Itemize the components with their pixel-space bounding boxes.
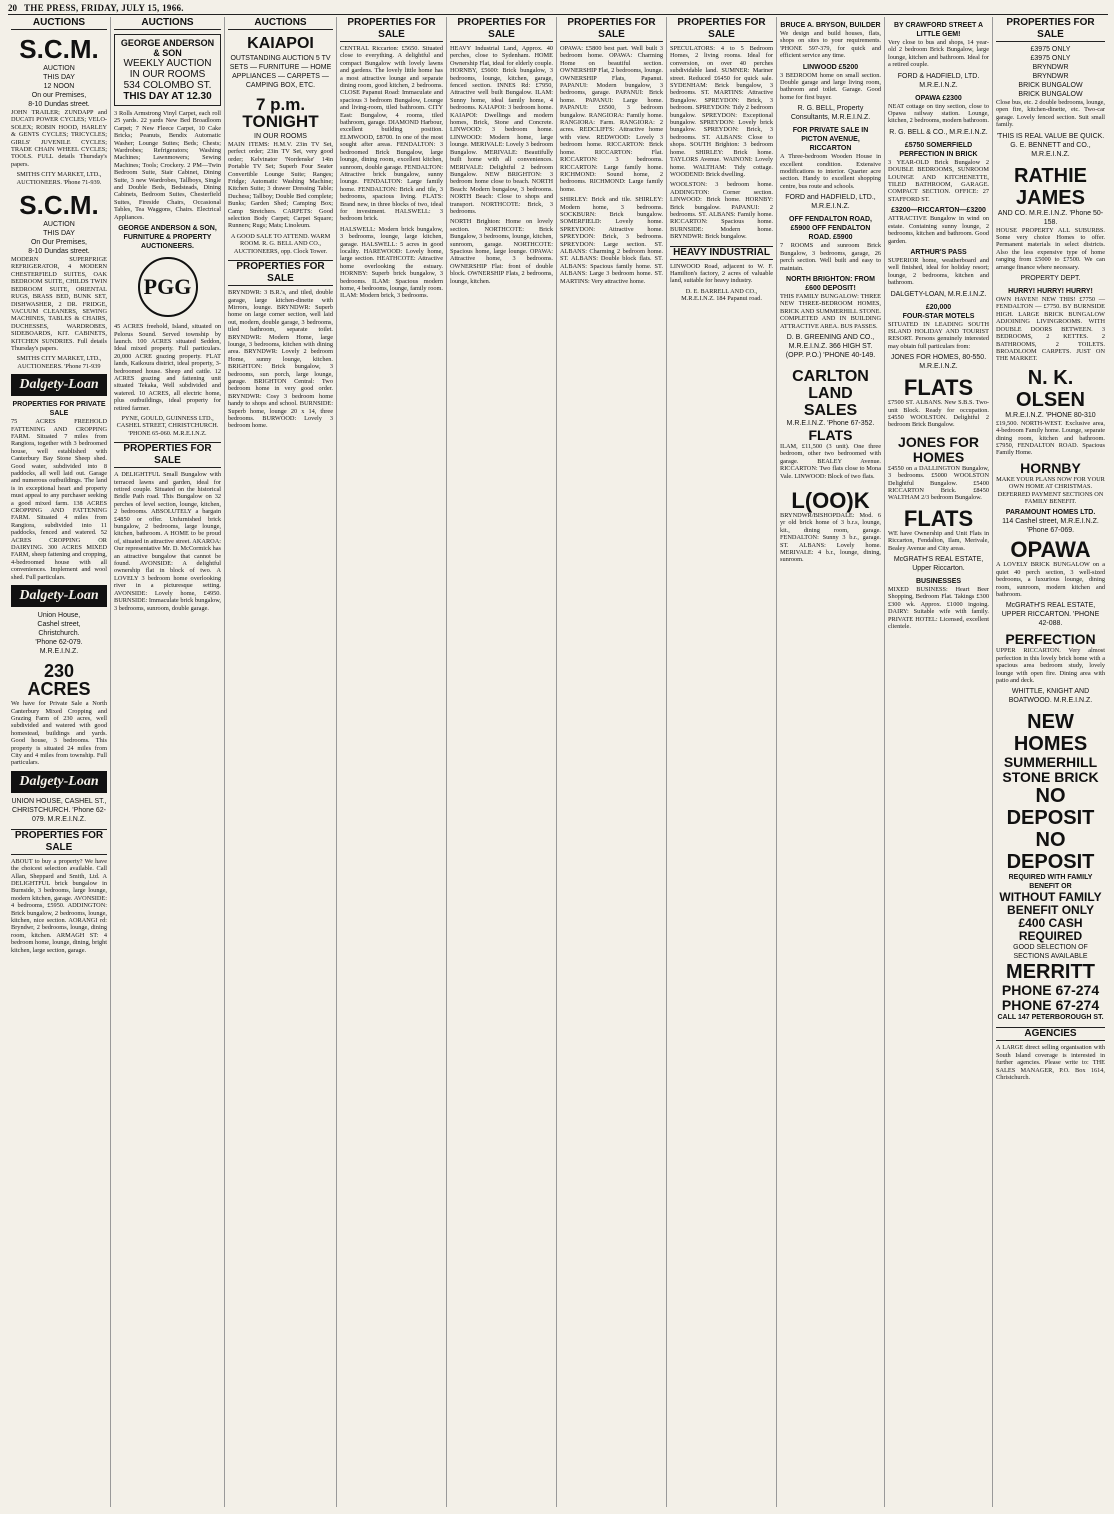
flats-listing: ILAM, £11,500 (3 unit). One three bedroom, other two bedroomed with garage. BEALEY Avenue. RICCARTON: Two flats close to Mona Vale. LINWOOD: Block of two flats. — [780, 442, 881, 480]
column-heading: PROPERTIES FOR SALE — [996, 17, 1105, 42]
listing-heading: OPAWA £2300 — [915, 94, 962, 102]
section-heading: PROPERTIES FOR SALE — [228, 260, 333, 286]
property-listing: £4550 on a DALLINGTON Bungalow, 3 bedrooms. £5000 WOOLSTON Delightful Bungalow. £5400 RICCARTON Brick. £8450 WALTHAM 2/3 bedroom Bungalow. — [888, 464, 989, 502]
phone-line: PHONE 67-274 — [1001, 982, 1100, 999]
auction-listing: MODERN SUPERFRIGE REFRIGERATOR, 4 MODERN CHESTERFIELD SUITES, OAK BEDROOM SUITE, CHILDS TWIN BEDROOM SUITE, ORIENTAL RUGS, BRASS BED, BUNK SET, DISHWASHER, 2 DR. FRIDGE, VACUUM CLEANERS, SEWING MACHINES, TABLES & CHAIRS, DUCHESSES, WARDROBES, SIDEBOARDS, KIT. CABINETS, KITCHEN SUNDRIES. Full details Thursday's papers. — [11, 256, 107, 352]
listing-heading: LINWOOD £5200 — [802, 63, 859, 71]
property-listing: A Three-bedroom Wooden House in excellent condition. Extensive modifications to interior. Quarter acre section. Handy to excellent shopping centre, bus route and schools. — [780, 153, 881, 190]
agent-credit: 114 Cashel street, M.R.E.I.N.Z. 'Phone 67-069. — [1002, 518, 1099, 535]
auctioneer-credit: SMITHS CITY MARKET, LTD., AUCTIONEERS. 'Phone 71-939 — [16, 355, 102, 370]
scm-line: 12 NOON — [43, 83, 75, 90]
agent-name: PARAMOUNT HOMES LTD. — [1005, 509, 1096, 517]
scm-line: On Our Premises, — [30, 239, 87, 247]
address-line: 'Phone 62-079. — [35, 639, 83, 647]
price-line: BRICK BUNGALOW — [1018, 82, 1083, 89]
perfection-heading: PERFECTION — [1005, 631, 1096, 648]
auctioneer-credit: SMITHS CITY MARKET, LTD., AUCTIONEERS. 'Phone 71-939. — [16, 171, 102, 186]
listing-heading: ARTHUR'S PASS — [910, 248, 967, 256]
builder-listing: We design and build houses, flats, shops on sites to your requirements. 'PHONE 597-379, for quick and efficient service any time. — [780, 30, 881, 60]
property-listing: ABOUT to buy a property? We have the choicest selection available. Call Allan, Sheppard and Smith, Ltd. A DELIGHTFUL brick bungalow in Burnside, 3 bedrooms, large lounge, modern kitchen, garage. AVONSIDE: 4 bedrooms, £5950. ADDINGTON: Brick bungalow, 2 bedrooms, lounge, kitchen, nice section. AORANGI rd: Bryndwr, 2 bedrooms, lounge, dining room, kitchen. ARMAGH ST: 4 bedroom home, lounge, dining, bright kitchen, large section, garage. — [11, 857, 107, 954]
scm-line: 8-10 Dundas street. — [28, 248, 90, 256]
dept-line: PROPERTY DEPT. — [1020, 275, 1081, 283]
agent-credit: JONES FOR HOMES, 80-550. M.R.E.I.N.Z. — [890, 354, 987, 371]
flats-heading: FLATS — [808, 426, 853, 443]
listing-heading: NORTH BRIGHTON: FROM £600 DEPOSIT! — [786, 275, 875, 292]
property-listing: 3 YEAR-OLD Brick Bungalow 2 DOUBLE BEDROOMS, SUNROOM LOUNGE AND KITCHENETTE, TILED BATHROOM, GARAGE. COMPACT SECTION. OFFICE: 27 STAFFORD ST. — [888, 158, 989, 203]
scm-line: On our Premises, — [31, 92, 87, 99]
property-listing: THIS FAMILY BUNGALOW: THREE NEW THREE-BEDROOM HOMES, BRICK AND SUMMERHILL STONE. COMPLETED AND IN BUILDING ATTRACTIVE AREA. BUS PASSES. — [780, 292, 881, 330]
section-heading: PROPERTIES FOR SALE — [11, 829, 107, 855]
address-line: UNION HOUSE, CASHEL ST., CHRISTCHURCH. 'Phone 62-079. M.R.E.I.N.Z. — [11, 797, 107, 823]
masthead — [8, 2, 1108, 15]
column-heading: PROPERTIES FOR SALE — [670, 17, 773, 42]
olsen-sub: M.R.E.I.N.Z. 'PHONE 80-310 — [1005, 411, 1096, 419]
listing-heading: OFF FENDALTON ROAD, £5900 OFF FENDALTON ROAD. £5900 — [789, 216, 872, 242]
column-1 — [8, 17, 111, 1507]
masthead-title: THE PRESS, FRIDAY, JULY 15, 1966. — [24, 3, 184, 13]
agencies-listing: A LARGE direct selling organisation with South Island coverage is interested in further agencies. Please write to: THE SALES MANAGER, P.O. Box 1614, Christchurch. — [996, 1044, 1105, 1082]
farm-listing: 75 ACRES FREEHOLD FATTENING AND CROPPING FARM. Situated 7 miles from Rangiora, together with 3 bedroomed house, well established with Canterbury Bay Stone Sheep shed. Good water, subdivided into 8 paddocks, all well laid out. Garage and numerous outbuildings. The land is in exceptional heart and property must appeal to any purchaser seeking a good mixed farm. 138 ACRES CROPPING AND FATTENING FARM. Situated 4 miles from Rangiora, subdivided into 11 paddocks, fenced and watered. 52 ACRES CROPPING OR DAIRYING. 300 ACRES MIXED FARM, sheep fattening and cropping, 4-bedroomed house with all conveniences. Implement and wool shed. Full particulars. — [11, 418, 107, 581]
nodeposit-line: NO DEPOSIT — [1006, 829, 1095, 874]
property-listing: BRYNDWR/BISHOPDALE: Mod. 6 yr old brick home of 3 b.r.s, lounge, kit., dining room, garage. FENDALTON: Sunny 3 b.r., garage. ST. ALBANS: Lovely home. MERIVALE: 4 b.r., lounge, dining, sunroom. — [780, 511, 881, 564]
column-heading: AUCTIONS — [228, 17, 333, 30]
auction-line: THIS DAY AT 12.30 — [123, 91, 212, 102]
property-listing: SHIRLEY: Brick and tile. SHIRLEY: Modern home, 3 bedrooms. SOCKBURN: Brick bungalow. SOMERFIELD: Lovely home. SPREYDON: Attractive home. SPREYDON: Brick, 3 bedrooms. SPREYDON: Large section. ST. ALBANS: Charming 2 bedroom home. ST. ALBANS: Double block flats. ST. ALBANS: Spacious family home. ST. ALBANS: Large 3 bedroom home. ST. MARTINS: Very attractive home. — [560, 196, 663, 285]
column-heading: AUCTIONS — [11, 17, 107, 30]
listing-heading: FOUR-STAR MOTELS — [902, 312, 975, 320]
property-listing: CENTRAL Riccarton: £5650. Situated close to everything. A delightful and compact Bungalow with lovely lawns and gardens. The lovely little home has a most attractive lounge and separate dining room, good kitchen, 2 bedrooms. CLOSE Papanui Road: Immaculate and spacious 3 bedroom Bungalow, Lounge and living-room, tiled bathroom. CITY East: Bungalow, 4 rooms, tiled bathroom, garage. DIAMOND Harbour, excellent building position. ELMWOOD, £8700. In one of the most sought after areas. FENDALTON: 3 bedroomed Brick Bungalow, large lounge, dining room, excellent kitchen, sunroom, double garage. FENDALTON: Attractive brick bungalow, sunny lounge. FENDALTON: Large family home. FENDALTON: Brick and tile, 3 bedrooms, spacious living. FLATS: Brand new, in three blocks of two, ideal for investment. HALSWELL: 3 bedroom brick. — [340, 45, 443, 223]
property-listing: 7 ROOMS and sunroom Brick Bungalow, 3 bedrooms, garage, 26 perch section. Well built and easy to maintain. — [780, 242, 881, 272]
merritt-heading: MERRITT — [1006, 961, 1095, 984]
olsen-heading: N. K. OLSEN — [1016, 366, 1085, 411]
column-6 — [557, 17, 667, 1507]
dalgety-logo: Dalgety-Loan — [11, 585, 107, 607]
property-listing: A DELIGHTFUL Small Bungalow with terraced lawns and garden, ideal for retired couple. Situated on the historical Bridle Path road. This Bungalow on 32 perches of level section, lounge, kitchen, 2 bedrooms. ABSOLUTELY a bargain £4850 or offer. Unfurnished brick bungalow, 2 bedrooms, large lounge, kitchen, bathroom. A HOME to be proud of, situated in attractive street. AKAROA: Our representative Mr. D. McCormick has an attractive bungalow that cannot be found. AVONSIDE: A delightful ownership flat in block of two. A LOVELY 3 bedroom home overlooking river in a picturesque setting. AVONSIDE: Lovely home, £4950. BURNSIDE: Immaculate brick bungalow, 3 bedrooms, sunroom, double garage. — [114, 471, 221, 612]
sections-listing: MAKE YOUR PLANS NOW FOR YOUR OWN HOME AT CHRISTMAS. DEFERRED PAYMENT SECTIONS ON FAMILY BENEFIT. — [996, 475, 1105, 505]
listing-heading: HURRY! HURRY! HURRY! — [1008, 288, 1093, 296]
scm-title: S.C.M. — [19, 34, 99, 64]
agent-credit: D. B. GREENING AND CO., M.R.E.I.N.Z. 366 HIGH ST. (OPP. P.O.) 'PHONE 40-149. — [785, 333, 876, 359]
property-listing: HALSWELL: Modern brick bungalow, 3 bedrooms, lounge, large kitchen, garage. HALSWELL: 5 acres in good locality. HAREWOOD: Lovely home, large section. HEATHCOTE: Attractive home overlooking the estuary. HORNBY: Superb brick bungalow, 3 bedrooms. ILAM: Spacious modern home, 4 bedrooms, lounge, family room. ILAM: Modern brick, 3 bedrooms. — [340, 225, 444, 300]
acres-heading: 230 ACRES — [27, 661, 91, 700]
agent-credit: R. G. BELL & CO., M.R.E.I.N.Z. — [889, 128, 988, 136]
auction-listing: JOHN TRAILER; ZUNDAPP and DUCATI POWER CYCLES; VELO-SOLEX; ROBIN HOOD, HARLEY & GENTS CYCLES; TRICYCLES; GIRLS' JUVENILE CYCLES; TRADE CHAIN WHEEL CYCLES; TOOLS. FULL details Thursday's papers. — [11, 109, 107, 168]
agent-credit: 'THIS IS REAL VALUE BE QUICK. G. E. BENNETT and CO., M.R.E.I.N.Z. — [996, 132, 1105, 158]
price-line: £3975 ONLY — [1030, 46, 1071, 53]
anderson-box — [114, 34, 221, 106]
summerhill-line: SUMMERHILL STONE BRICK — [1002, 754, 1099, 786]
property-listing: UPPER RICCARTON. Very almost perfection in this lovely brick home with a spacious area bedroom study, lovely lounge with open fire. Dining area with patio and deck. — [996, 647, 1105, 685]
address-line: Union House, — [37, 612, 81, 620]
column-heading: PROPERTIES FOR SALE — [340, 17, 443, 42]
property-listing: WOOLSTON: 3 bedroom home. ADDINGTON: Corner section. LINWOOD: Brick home. HORNBY: Brick bungalow. PAPANUI: 2 bedrooms. ST. ALBANS: Family home. RICCARTON: Spacious home. BURNSIDE: Modern home. BRYNDWR: Brick bungalow. — [670, 181, 773, 241]
agent-credit: R. G. BELL, Property Consultants, M.R.E.I.N.Z. — [790, 105, 871, 122]
carlton-heading: CARLTON LAND SALES — [792, 367, 869, 419]
property-listing: OPAWA: £5800 best part. Well built 3 bedroom home. OPAWA: Charming Home on beautiful section. OWNERSHIP Flat, 2 bedrooms, lounge. OWNERSHIP Flats, Papanui. PAPANUI: Modern bungalow, 3 bedrooms, garage. PAPANUI: Brick home. PAPANUI: Large home. PAPANUI: £6500, 3 bedroom bungalow. RANGIORA: Family home. RANGIORA: Farm. RANGIORA: 2 acres. REDCLIFFS: Attractive home with view. REDWOOD: Lovely 3 bedroom home. RICCARTON: Brick home. RICCARTON: Flat. RICCARTON: 3 bedrooms. RICCARTON: Large family home. RICHMOND: Sound home, 2 bedrooms. RICHMOND: Large family home. — [560, 45, 663, 193]
column-10 — [993, 17, 1108, 1507]
auction-listing: MAIN ITEMS: H.M.V. 23in TV Set, perfect order; 23in TV Set, very good order; Kelvinator 'Nordenske' 14in Portable TV Set; Superb Four Seater Convertible Lounge Suite; Ranges; Fridge; Automatic Washing Machine; Kitchen Suite; 3 drawer Dressing Table; Duchess; Tallboy; Double Bed complete; Bunks; Garden Shed; Camping Box; Camp Stretchers. CARPETS: Good selection Body Carpet; Carpet Square; Runners; Rugs; Mats; Linoleum. — [228, 141, 333, 230]
price-line: BRYNDWR — [1032, 73, 1069, 80]
motel-listing: SITUATED IN LEADING SOUTH ISLAND HOLIDAY AND TOURIST RESORT. Persons genuinely interested may obtain full particulars from: — [888, 320, 989, 350]
price-line: £3975 ONLY — [1030, 55, 1071, 62]
dalgety-logo: Dalgety-Loan — [11, 771, 107, 793]
industrial-heading: HEAVY INDUSTRIAL — [670, 246, 773, 260]
property-listing: NEAT cottage on tiny section, close to Opawa railway station. Lounge, kitchen, 2 bedrooms, modern bathroom. — [888, 102, 989, 125]
property-listing: BRYNDWR: 3 B.R.'s, and tiled, double garage, large kitchen-dinette with Mirrors, lounge. BRYNDWR: Superb home on large corner section, well laid out, modern, double garage, 3 bedrooms, tiled bathroom, separate toilet. BRYNDWR: Modern Home, large lounge, 3 bedrooms, kitchen with dining area. BRYNDWR: Lovely 2 bedroom Home, sunny lounge, kitchen. BRIGHTON: Brick bungalow, 3 bedrooms, sun porch, large lounge, garage. BRIGHTON Central: Two bedroom home in very good order. BRYNDWR: Cosy 3 bedroom home handy to shops and school. BURNSIDE: Superb home, lounge 20 x 14, three bedrooms. BURWOOD: Lovely 3 bedroom home. — [228, 289, 333, 430]
builder-heading: BRUCE A. BRYSON, BUILDER — [780, 22, 881, 29]
auction-line: WEEKLY AUCTION — [123, 58, 212, 69]
column-3 — [225, 17, 337, 1507]
flats-heading: FLATS — [903, 375, 974, 401]
auction-listing: 3 Rolls Armstrong Vinyl Carpet, each roll 25 yards. 22 yards New Bed Broadloom Carpet; 7 New Fleece Carpet, 10 Cake Bricks; Peanuts, Bendix Automatic Washer; Lounge Suites; Beds; Chests; Wardrobes; Refrigerators; Washing Machines; Lawnmowers; Sewing Machines; Tools; Crockery. 2 PM—Twin Bedroom Suite, Stair Cabinet, Dining Suite, 3 new Wardrobes, Tallboys, Single and Double Beds, Bedsteads, Dining Cabinets, Bedroom Suites, Chesterfield Suites, Fireside Chairs, Occasional Tables, Tea Waggons, Chairs. Electrical Appliances. — [114, 110, 221, 221]
without-line: WITHOUT FAMILY BENEFIT ONLY £400 CASH REQUIRED — [999, 890, 1102, 944]
phone-line: PHONE 67-274 — [1001, 997, 1100, 1014]
sections-line: GOOD SELECTION OF SECTIONS AVAILABLE — [1013, 944, 1088, 961]
auction-line: IN OUR ROOMS — [129, 69, 206, 80]
address-line: Christchurch. — [38, 630, 80, 638]
auction-time: 7 p.m. TONIGHT — [242, 95, 319, 131]
address-line: CALL 147 PETERBOROUGH ST. — [997, 1014, 1104, 1022]
section-heading: PROPERTIES FOR PRIVATE SALE — [12, 401, 106, 418]
column-8 — [777, 17, 885, 1507]
scm-title: S.C.M. — [19, 190, 99, 221]
agent-credit: FORD and HADFIELD, LTD., M.R.E.I.N.Z. — [785, 194, 876, 211]
pgg-logo: PGG — [138, 257, 198, 317]
section-heading: AGENCIES — [996, 1027, 1105, 1041]
column-5 — [447, 17, 557, 1507]
property-listing: SUPERIOR home, weatherboard and well finished, ideal for holiday resort; lounge, 2 bedrooms, kitchen and bathroom. — [888, 256, 989, 287]
scm-line: THIS DAY — [43, 74, 75, 81]
property-listing: NORTH Brighton: Home on lovely section. NORTHCOTE: Brick Bungalow, 3 bedrooms, lounge, kitchen, sunroom, garage. NORTHCOTE: Spacious home, large lounge. OPAWA: Attractive home, 3 bedrooms. OWNERSHIP Flat: front of double block. OWNERSHIP Flats, 2 bedrooms, lounge, kitchen. — [450, 218, 553, 285]
property-listing: Very close to bus and shops, 14 year-old 2 bedroom Brick Bungalow, large lounge, kitchen and bathroom. Ideal for a retired couple. — [888, 39, 989, 69]
flats-heading: FLATS — [903, 505, 974, 531]
agent-credit: DALGETY-LOAN, M.R.E.I.N.Z. — [890, 290, 987, 298]
flats-listing: WE have Ownership and Unit Flats in Riccarton, Fendalton, Ilam, Merivale, Bealey Avenue and City areas. — [888, 529, 989, 552]
industrial-listing: LINWOOD Road, adjacent to W. F. Hamilton's factory, 2 acres of valuable land, suitable for heavy industry. — [670, 262, 773, 285]
scm-line: AUCTION — [43, 65, 75, 72]
column-4 — [337, 17, 447, 1507]
rathie-sub: AND CO. M.R.E.I.N.Z. 'Phone 50-158. — [997, 209, 1104, 226]
listing-heading: BY CRAWFORD STREET A LITTLE GEM! — [893, 22, 984, 38]
page-number: 20 — [8, 3, 17, 13]
auctioneer-credit: A GOOD SALE TO ATTEND. WARM ROOM. R. G. BELL AND CO., AUCTIONEERS, opp. Clock Tower. — [230, 232, 331, 255]
flats-listing: £7500 ST. ALBANS. New S.B.S. Two-unit Block. Ready for occupation. £4550 WOOLSTON. Delightful 2 bedroom Brick Bungalow. — [888, 399, 989, 429]
dalgety-logo: Dalgety-Loan — [11, 374, 107, 396]
property-listing: HEAVY Industrial Land, Approx. 40 perches, close to Sydenham. HOME Ownership Flat, ideal for elderly couple. HORNBY, £5600: Brick bungalow, 3 bedrooms, lounge, kitchen, garage, fenced section. INNES Rd: £7950, Attractive well built Bungalow. ILAM: Sunny home, ideal family home, 4 bedrooms. KAIAPOI: 3 bedroom home. KAIAPOI: Dwellings and modern homes, Brick, Stone and Concrete. LINWOOD: 3 bedroom home. LINWOOD: Modern home, large lounge. MERIVALE: Lovely 3 bedroom Bungalow. MERIVALE: Beautifully built home with all conveniences. MERIVALE: Delightful 2 bedroom Bungalow. NEW BRIGHTON: 3 bedroom home close to beach. NORTH Beach: Modern bungalow, 3 bedrooms. NORTH Beach: Close to shops and transport. NORTHCOTE: Brick, 3 bedrooms. — [450, 45, 553, 215]
property-listing: 3 BEDROOM home on small section. Double garage and large living room, bathroom and toilet. Garage. Good home for first buyer. — [780, 71, 881, 101]
address-line: Cashel street, — [37, 621, 81, 629]
listing-heading: FOR PRIVATE SALE IN PICTON AVENUE, RICCARTON — [792, 127, 869, 153]
listing-heading: £3200—RICCARTON—£3200 — [891, 207, 986, 215]
auction-line: 534 COLOMBO ST. — [123, 80, 212, 91]
property-listing: OWN HAVEN! NEW THIS! £7750 — FENDALTON — £7750. BY BURNSIDE HIGH. LARGE BRICK BUNGALOW ADJOINING LIVINGROOMS. WITH DOUBLE DOORS BETWEEN. 3 BEDROOMS, 2 KETTES. 2 BATHROOMS, 2 TOILETS. BROADLOOM CARPETS. JUST ON THE MARKET. — [996, 296, 1105, 363]
agent-credit: WHITTLE, KNIGHT AND BOATWOOD. M.R.E.I.N.Z. — [1008, 688, 1093, 705]
property-listing: Close bus, etc. 2 double bedrooms, lounge, open fire, kitchen-dinette, etc. Two-car garage. Lovely fenced section. Suit small family. — [996, 99, 1105, 129]
nodeposit-line: NO DEPOSIT — [1006, 785, 1095, 830]
scm-line: 8-10 Dundas street. — [28, 101, 90, 108]
business-listing: MIXED BUSINESS: Heart Beer Shopping, Bedroom Flat. Takings £300 £300 wk. Approx. £1000 ingoing. DAIRY: Suitable wife with family. PRIVATE HOTEL: Licensed, excellent clientele. — [888, 586, 989, 631]
scm-line: AUCTION — [43, 221, 75, 229]
auction-place: IN OUR ROOMS — [254, 133, 307, 140]
listing-price: £20,000 — [925, 303, 952, 311]
opawa-heading: OPAWA — [1010, 537, 1091, 563]
newhomes-heading: NEW HOMES — [1013, 711, 1088, 756]
business-heading: BUSINESSES — [915, 578, 962, 586]
required-line: REQUIRED WITH FAMILY BENEFIT OR — [1008, 874, 1093, 891]
column-9 — [885, 17, 993, 1507]
address-line: M.R.E.I.N.Z. — [39, 648, 79, 656]
kaiapoi-heading: KAIAPOI — [247, 35, 314, 52]
property-listing: HOUSE PROPERTY ALL SUBURBS. Some very choice Homes to offer. Permanent materials in select districts. Also the less expensive type of home ranging from £5000 to £7500. We can arrange finance where necessary. — [996, 226, 1105, 271]
hornby-heading: HORNBY — [1020, 459, 1081, 476]
column-heading: PROPERTIES FOR SALE — [560, 17, 663, 42]
agent-credit: McGRATH'S REAL ESTATE, UPPER RICCARTON. 'PHONE 42-088. — [1001, 602, 1100, 628]
section-heading: PROPERTIES FOR SALE — [114, 442, 221, 468]
column-heading: AUCTIONS — [114, 17, 221, 30]
column-7 — [667, 17, 777, 1507]
rathie-heading: RATHIE JAMES — [1014, 164, 1087, 209]
carlton-sub: M.R.E.I.N.Z. 'Phone 67-352. — [786, 419, 875, 427]
auctioneer-name: GEORGE ANDERSON & SON — [120, 38, 215, 58]
property-listing: £19,500. NORTH-WEST. Exclusive area, 4-bedroom Family home. Lounge, separate dining room, kitchen and bathroom. £7950, FENDALTON ROAD. Spacious Family Home. — [996, 419, 1105, 457]
farm-listing: 45 ACRES freehold, Island, situated on Pelorus Sound. Served township by launch. 100 ACRES situated Seddon, Ideal mixed property. Full particulars. 20,000 ACRE grazing property. FLAT lands, Kaikoura district, ideal property, 3-bedroomed house. Sheep and cattle. 12 ACRES grazing and fattening unit situated Tekaka, Well subdivided and watered. 10 ACRES, all electric home, plus outbuildings, ideal property for retired farmer. — [114, 323, 221, 412]
agent-credit: FORD & HADFIELD, LTD. M.R.E.I.N.Z. — [897, 72, 980, 89]
column-heading: PROPERTIES FOR SALE — [450, 17, 553, 42]
agent-credit: PYNE, GOULD, GUINNESS LTD., CASHEL STREET, CHRISTCHURCH. 'PHONE 65-060. M.R.E.I.N.Z. — [116, 414, 219, 437]
auctioneer-credit: GEORGE ANDERSON & SON, FURNITURE & PROPERTY AUCTIONEERS. — [118, 225, 217, 251]
property-listing: SPECULATORS: 4 to 5 Bedroom Homes, 2 living rooms. Ideal for conversion, on over 40 perches subdividable land. SUMNER: Mariner street. Reduced £6450 for quick sale. SYDENHAM: Brick bungalow, 3 bedrooms. ST. MARTINS: Attractive Bungalow. SPREYDON: Brick, 3 bedroom. SPREYDON: Tidy 2 bedroom bungalow. SPREYDON: Exceptional bungalow. SPREYDON: Lovely brick bungalow. SPREYDON: Brick, 3 bedrooms. ST. ALBANS: Close to shops. SOUTH Brighton: 3 bedroom home. SHIRLEY: Brick home. TAYLORS Avenue. WAINONI: Lovely home. WALTHAM: Tidy cottage. WOODEND: Brick dwelling. — [670, 45, 773, 178]
farm-listing: We have for Private Sale a North Canterbury Mixed Cropping and Grazing Farm of 230 acres, well subdivided and watered with good homestead, buildings and yards. Good house, 3 bedrooms. This property is situated 24 miles from City and 4 miles from township. Full particulars. — [11, 700, 107, 767]
listing-heading: £5750 SOMERFIELD PERFECTION IN BRICK — [899, 141, 978, 158]
property-listing: ATTRACTIVE Bungalow in wind on estate. Containing sunny lounge, 2 bedrooms, kitchen and bathroom. Good garden. — [888, 215, 989, 245]
agent-credit: McGRATH'S REAL ESTATE, Upper Riccarton. — [893, 556, 984, 573]
column-2 — [111, 17, 225, 1507]
scm-line: THIS DAY — [43, 230, 75, 238]
agent-credit: D. E. BARRELL AND CO., M.R.E.I.N.Z. 184 Papanui road. — [681, 287, 762, 303]
property-listing: A LOVELY BRICK BUNGALOW on a quiet 40 perch section, 3 well-sized bedrooms, a luxurious lounge, dining room, sunroom, modern kitchen and bathroom. — [996, 561, 1105, 598]
auction-sub: OUTSTANDING AUCTION 5 TV SETS — FURNITURE — HOME APPLIANCES — CARPETS — CAMPING BOX, ETC. — [229, 55, 332, 89]
price-line: BRICK BUNGALOW — [1018, 91, 1083, 98]
price-line: BRYNDWR — [1032, 64, 1069, 71]
jones-heading: JONES FOR HOMES — [898, 433, 979, 465]
look-heading: L(OO)K — [791, 487, 870, 513]
